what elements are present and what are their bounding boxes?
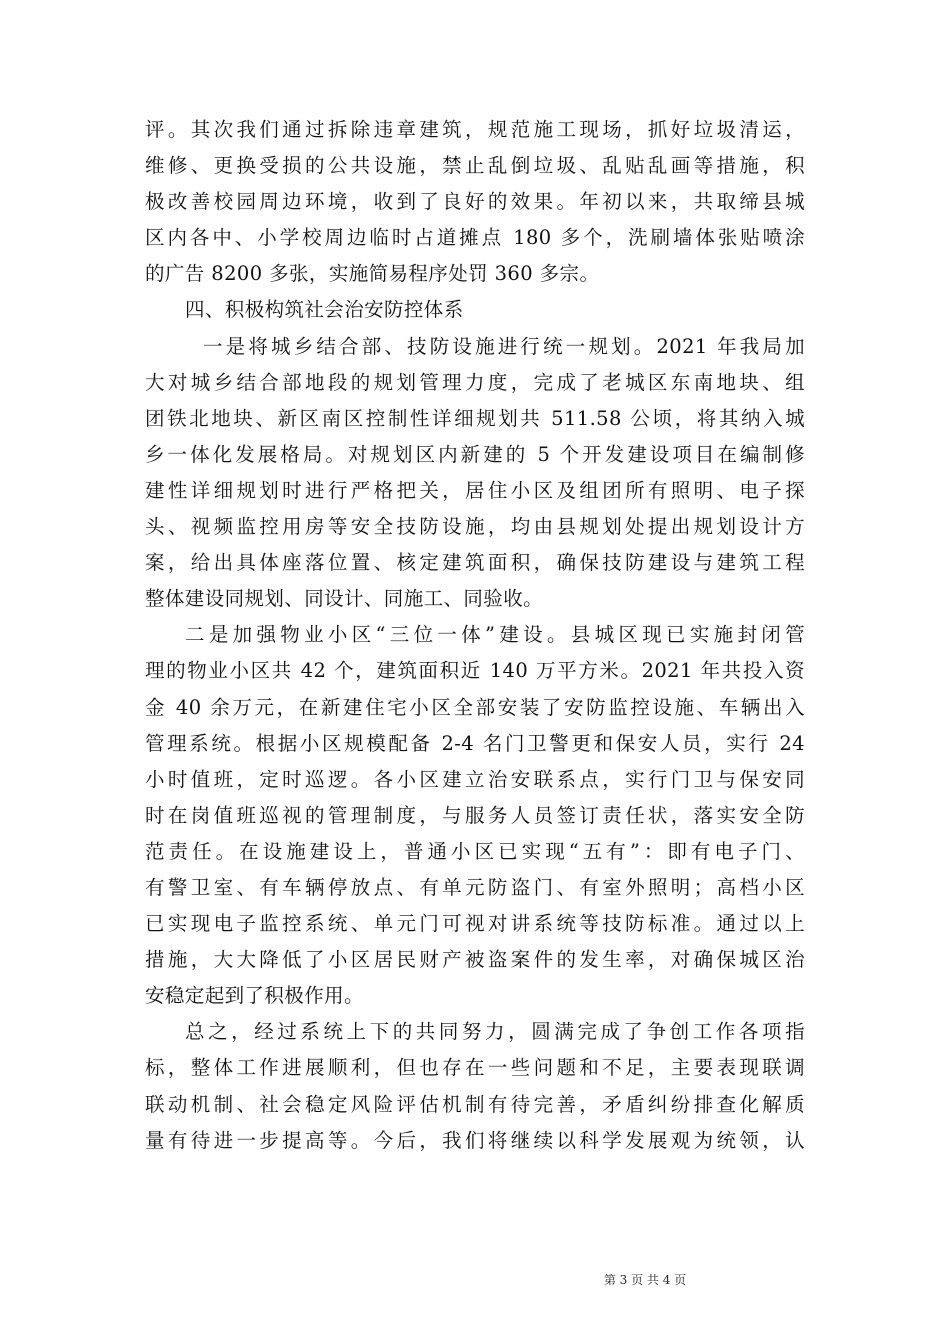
section-heading: 四、积极构筑社会治安防控体系 (185, 298, 464, 322)
text-line: 区内各中、小学校周边临时占道摊点 180 多个，洗刷墙体张贴喷涂 (145, 226, 805, 250)
text-line: 时在岗值班巡视的管理制度，与服务人员签订责任状，落实安全防 (145, 803, 805, 827)
text-line: 小时值班，定时巡逻。各小区建立治安联系点，实行门卫与保安同 (145, 767, 805, 791)
text-line: 团铁北地块、新区南区控制性详细规划共 511.58 公顷，将其纳入城 (145, 406, 805, 430)
document-body (145, 112, 805, 1159)
text-line: 一是将城乡结合部、技防设施进行统一规划。2021 年我局加 (203, 334, 805, 358)
page-number: 第 3 页 共 4 页 (603, 1273, 687, 1287)
text-line: 二是加强物业小区“三位一体”建设。县城区现已实施封闭管 (185, 623, 805, 647)
text-line: 乡一体化发展格局。对规划区内新建的 5 个开发建设项目在编制修 (145, 442, 805, 466)
text-line: 范责任。在设施建设上，普通小区已实现“五有”：即有电子门、 (145, 839, 805, 863)
text-line: 建性详细规划时进行严格把关，居住小区及组团所有照明、电子探 (145, 478, 805, 502)
text-line: 安稳定起到了积极作用。 (145, 984, 364, 1008)
text-line: 评。其次我们通过拆除违章建筑，规范施工现场，抓好垃圾清运， (145, 118, 805, 141)
text-line: 极改善校园周边环境，收到了良好的效果。年初以来，共取缔县城 (145, 190, 805, 214)
text-line: 有警卫室、有车辆停放点、有单元防盗门、有室外照明；高档小区 (145, 875, 805, 899)
text-line: 总之，经过系统上下的共同努力，圆满完成了争创工作各项指 (185, 1020, 805, 1044)
text-line: 联动机制、社会稳定风险评估机制有待完善，矛盾纠纷排查化解质 (145, 1092, 805, 1116)
text-line: 措施，大大降低了小区居民财产被盗案件的发生率，对确保城区治 (145, 948, 805, 972)
text-line: 维修、更换受损的公共设施，禁止乱倒垃圾、乱贴乱画等措施，积 (145, 154, 805, 178)
text-line: 头、视频监控用房等安全技防设施，均由县规划处提出规划设计方 (145, 515, 805, 539)
text-line: 理的物业小区共 42 个，建筑面积近 140 万平方米。2021 年共投入资 (145, 659, 805, 683)
text-line: 大对城乡结合部地段的规划管理力度，完成了老城区东南地块、组 (145, 370, 805, 394)
text-line: 金 40 余万元，在新建住宅小区全部安装了安防监控设施、车辆出入 (145, 695, 805, 719)
text-line: 的广告 8200 多张，实施简易程序处罚 360 多宗。 (145, 262, 600, 286)
text-line: 整体建设同规划、同设计、同施工、同验收。 (145, 587, 544, 611)
text-line: 管理系统。根据小区规模配备 2-4 名门卫警更和保安人员，实行 24 (145, 731, 805, 755)
text-line: 已实现电子监控系统、单元门可视对讲系统等技防标准。通过以上 (145, 912, 805, 936)
text-line: 量有待进一步提高等。今后，我们将继续以科学发展观为统领，认 (145, 1128, 805, 1152)
text-line: 标，整体工作进展顺利，但也存在一些问题和不足，主要表现联调 (145, 1056, 805, 1080)
text-line: 案，给出具体座落位置、核定建筑面积，确保技防建设与建筑工程 (145, 551, 805, 575)
